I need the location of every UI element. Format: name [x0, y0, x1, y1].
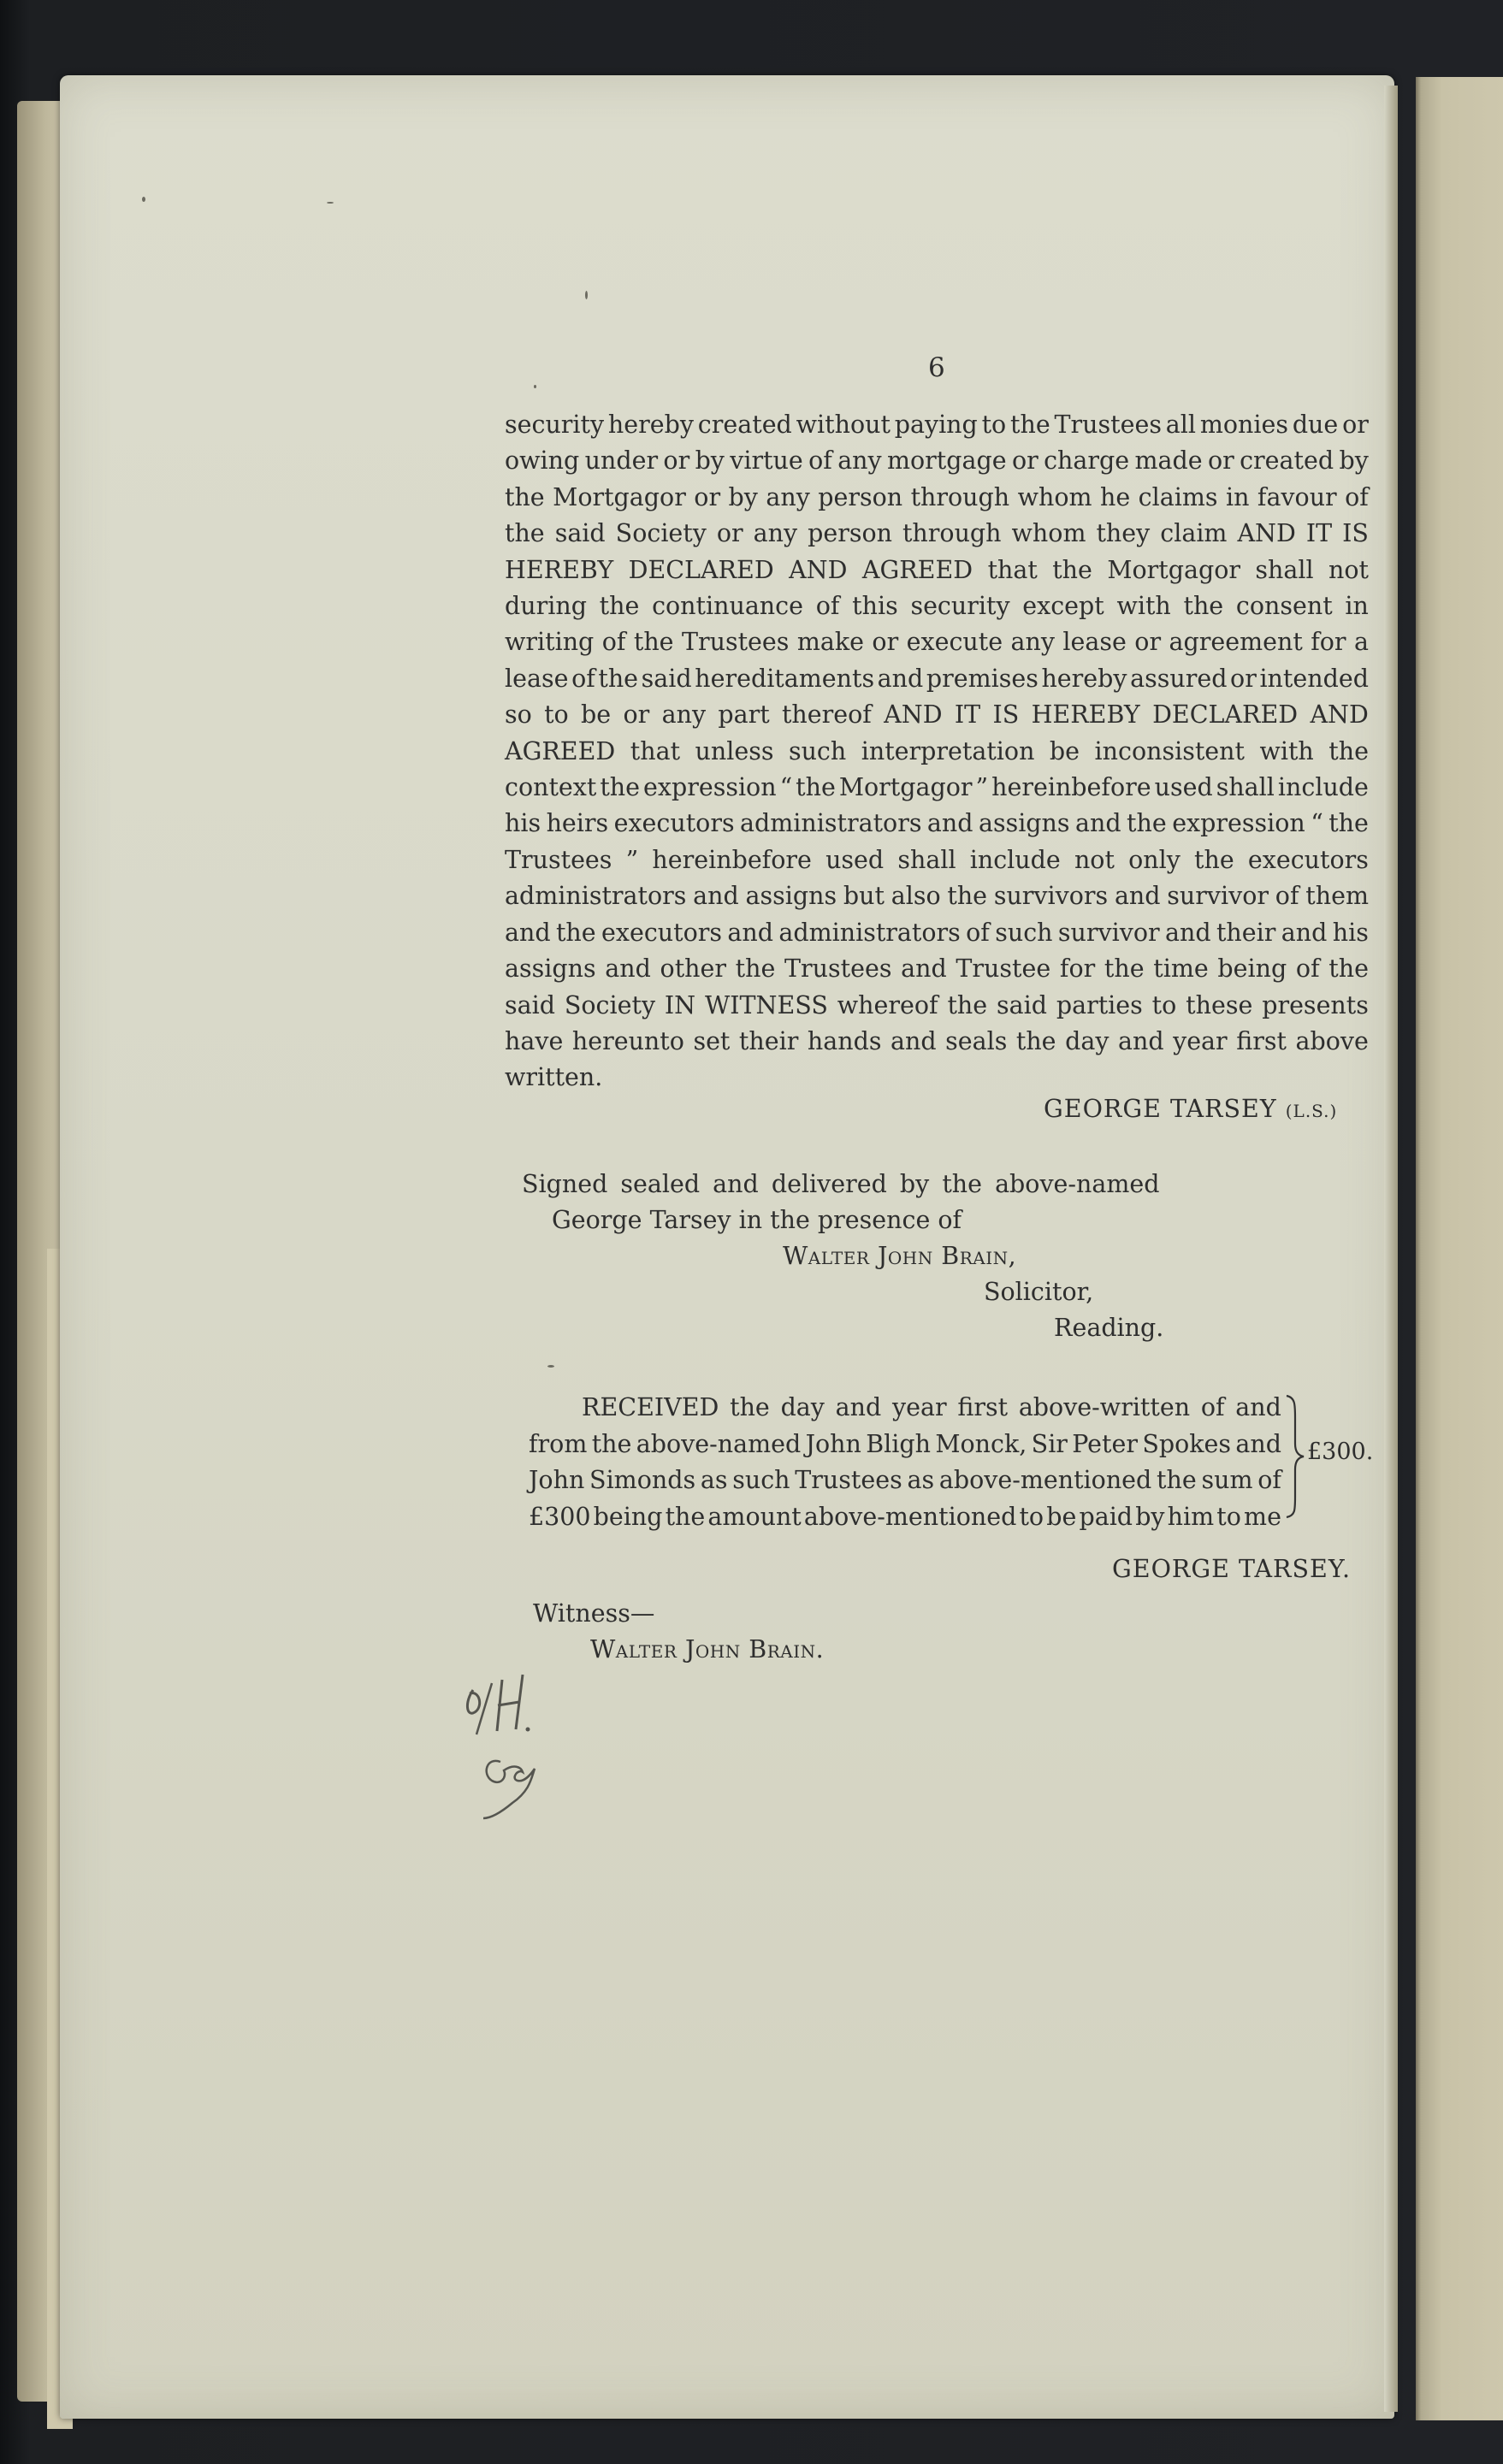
body-line: the Mortgagor or by any person through whom he claims in favour of [505, 482, 1369, 511]
body-line: the said Society or any person through whom they claim AND IT IS [505, 519, 1369, 548]
body-line: said Society IN WITNESS whereof the said parties to these presents [505, 990, 1369, 1019]
body-line: assigns and other the Trustees and Trustee for the time being of the [505, 954, 1369, 984]
body-line: security hereby created without paying to the Trustees all monies due or [505, 411, 1369, 439]
witness-name: Walter John Brain. [590, 1635, 825, 1663]
body-line: written. [505, 1063, 603, 1092]
body-line: his heirs executors administrators and assigns and the expression “ the [505, 809, 1369, 838]
attestation-line-1: Signed sealed and delivered by the above-named [522, 1170, 1160, 1198]
curly-brace-icon [1283, 1392, 1305, 1521]
witness-label: Witness— [533, 1599, 655, 1628]
body-line: AGREED that unless such interpretation be inconsistent with the [505, 736, 1369, 765]
page-number: 6 [928, 352, 945, 383]
facing-page-edge [1416, 77, 1503, 2420]
body-line: context the expression “ the Mortgagor ” hereinbefore used shall include [505, 773, 1369, 802]
attestation-witness-name: Walter John Brain, [783, 1242, 1017, 1270]
body-line: have hereunto set their hands and seals the day and year first above [505, 1026, 1369, 1055]
receipt-line: RECEIVED the day and year first above-written of and [582, 1393, 1281, 1421]
attestation-witness-title: Solicitor, [984, 1278, 1094, 1306]
receipt-amount: £300. [1307, 1439, 1374, 1465]
deed-body-text [505, 407, 1369, 1096]
body-line: HEREBY DECLARED AND AGREED that the Mortgagor shall not [505, 555, 1369, 584]
signature-name [1044, 1095, 1337, 1123]
page-right-edge [1384, 86, 1398, 2412]
body-line: so to be or any part thereof AND IT IS HEREBY DECLARED AND [505, 700, 1369, 730]
handwritten-initials-signature [458, 1668, 560, 1830]
body-line: Trustees ” hereinbefore used shall include not only the executors [505, 845, 1369, 874]
receipt-text [529, 1390, 1281, 1535]
body-line: and the executors and administrators of such survivor and their and his [505, 918, 1369, 947]
receipt-signature-name: GEORGE TARSEY. [1112, 1555, 1352, 1583]
body-line: administrators and assigns but also the survivors and survivor of them [505, 882, 1369, 911]
attestation-witness-place: Reading. [1054, 1314, 1164, 1342]
receipt-line: from the above-named John Bligh Monck, Sir Peter Spokes and [529, 1429, 1281, 1458]
body-line: lease of the said hereditaments and premises hereby assured or intended [505, 664, 1369, 693]
body-line: writing of the Trustees make or execute any lease or agreement for a [505, 628, 1369, 657]
body-line: during the continuance of this security except with the consent in [505, 592, 1369, 621]
receipt-line: John Simonds as such Trustees as above-mentioned the sum of [529, 1466, 1281, 1494]
body-line: owing under or by virtue of any mortgage or charge made or created by [505, 446, 1369, 476]
signature-name-text: GEORGE TARSEY [1044, 1095, 1277, 1123]
receipt-line: £300 being the amount above-mentioned to be paid by him to me [529, 1502, 1281, 1531]
seal-mark: (L.S.) [1285, 1101, 1338, 1121]
attestation-line-2: George Tarsey in the presence of [552, 1206, 962, 1234]
